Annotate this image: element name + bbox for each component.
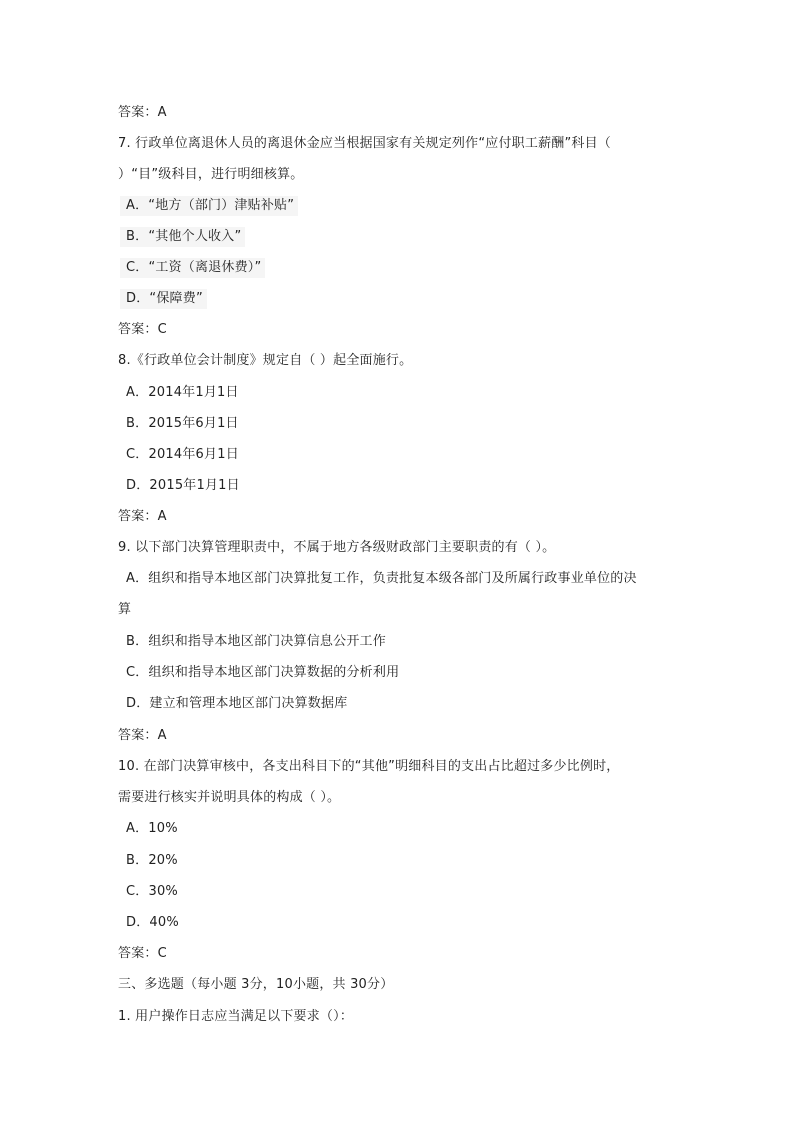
q7-option-a: A．“地方（部门）津贴补贴” [120, 196, 298, 216]
q7-option-c: C．“工资（离退休费）” [120, 258, 265, 278]
q8-stem: 8.《行政单位会计制度》规定自（ ）起全面施行。 [118, 353, 413, 368]
q6-answer: 答案：A [118, 105, 167, 120]
q7-stem-line1: 7. 行政单位离退休人员的离退休金应当根据国家有关规定列作“应付职工薪酬”科目（ [118, 136, 612, 151]
q9-option-a-line2: 算 [118, 602, 132, 617]
q8-answer: 答案：A [118, 509, 167, 524]
q7-option-d: D．“保障费” [120, 289, 207, 309]
q9-option-d: D．建立和管理本地区部门决算数据库 [126, 696, 348, 711]
q10-option-c: C．30% [126, 884, 178, 899]
m1-stem: 1. 用户操作日志应当满足以下要求（）： [118, 1009, 354, 1024]
q10-stem-line2: 需要进行核实并说明具体的构成（ ）。 [118, 790, 341, 805]
q10-option-d: D．40% [126, 915, 179, 930]
q8-option-b: B．2015年6月1日 [126, 416, 239, 431]
section-title-multiple-choice: 三、多选题（每小题 3分，10小题，共 30分） [118, 977, 394, 992]
q9-stem: 9. 以下部门决算管理职责中，不属于地方各级财政部门主要职责的有（ ）。 [118, 540, 556, 555]
q9-answer: 答案：A [118, 728, 167, 743]
q9-option-a-line1: A．组织和指导本地区部门决算批复工作，负责批复本级各部门及所属行政事业单位的决 [126, 571, 637, 586]
q8-option-c: C．2014年6月1日 [126, 447, 239, 462]
q7-answer: 答案：C [118, 322, 167, 337]
q7-option-b: B．“其他个人收入” [120, 227, 245, 247]
q7-stem-line2: ）“目”级科目，进行明细核算。 [118, 167, 304, 182]
q9-option-b: B．组织和指导本地区部门决算信息公开工作 [126, 634, 386, 649]
q9-option-c: C．组织和指导本地区部门决算数据的分析利用 [126, 665, 400, 680]
q10-answer: 答案：C [118, 946, 167, 961]
q10-option-b: B．20% [126, 853, 178, 868]
q10-option-a: A．10% [126, 821, 178, 836]
q10-stem-line1: 10. 在部门决算审核中，各支出科目下的“其他”明细科目的支出占比超过多少比例时， [118, 759, 620, 774]
q8-option-a: A．2014年1月1日 [126, 385, 239, 400]
q8-option-d: D．2015年1月1日 [126, 478, 240, 493]
